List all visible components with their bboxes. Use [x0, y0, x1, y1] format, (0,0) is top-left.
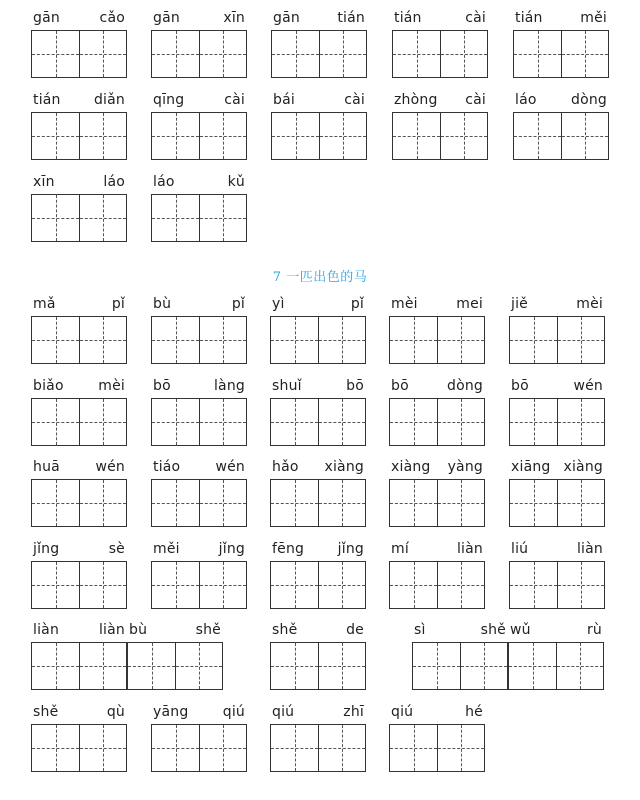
tianzige-cell[interactable]	[152, 562, 199, 608]
tianzige-cell[interactable]	[390, 399, 437, 445]
pinyin-syllable: zhī	[343, 704, 364, 720]
word-item	[270, 539, 366, 611]
pinyin-syllable: měi	[153, 541, 180, 557]
word-item	[513, 8, 609, 80]
tianzige-cell[interactable]	[271, 480, 318, 526]
pinyin-syllable: wén	[573, 378, 603, 394]
pinyin-syllable: jǐng	[218, 541, 245, 557]
tianzige-cell[interactable]	[510, 317, 557, 363]
tianzige-cell[interactable]	[319, 31, 366, 77]
tianzige-cell[interactable]	[318, 317, 365, 363]
pinyin-syllable: bō	[346, 378, 364, 394]
word-item	[151, 90, 247, 162]
pinyin-syllable: xiàng	[563, 459, 603, 475]
writing-grid[interactable]	[31, 561, 127, 609]
tianzige-cell[interactable]	[32, 725, 79, 771]
tianzige-cell[interactable]	[79, 725, 126, 771]
word-item	[389, 539, 485, 611]
word-item	[151, 294, 247, 366]
pinyin-row	[31, 457, 127, 477]
pinyin-syllable: fēng	[272, 541, 305, 557]
pinyin-syllable: hǎo	[272, 459, 299, 475]
pinyin-syllable: bō	[511, 378, 529, 394]
pinyin-syllable: tián	[394, 10, 422, 26]
pinyin-row	[31, 90, 127, 110]
writing-grid[interactable]	[31, 642, 127, 690]
word-item	[513, 90, 609, 162]
writing-grid[interactable]	[151, 398, 247, 446]
pinyin-syllable: mèi	[576, 296, 603, 312]
tianzige-cell[interactable]	[32, 399, 79, 445]
pinyin-syllable: cài	[344, 92, 365, 108]
tianzige-cell[interactable]	[152, 195, 199, 241]
writing-grid[interactable]	[271, 112, 367, 160]
pinyin-syllable: xīn	[223, 10, 245, 26]
tianzige-cell[interactable]	[271, 562, 318, 608]
tianzige-cell[interactable]	[272, 113, 319, 159]
pinyin-syllable: bái	[273, 92, 295, 108]
pinyin-syllable: huā	[33, 459, 60, 475]
pinyin-syllable: láo	[515, 92, 537, 108]
pinyin-row	[151, 457, 247, 477]
word-item	[31, 539, 127, 611]
writing-grid[interactable]	[270, 398, 366, 446]
word-item	[151, 376, 247, 448]
writing-grid[interactable]	[31, 316, 127, 364]
pinyin-row	[31, 294, 127, 314]
pinyin-row	[151, 8, 247, 28]
tianzige-cell[interactable]	[318, 643, 365, 689]
writing-grid[interactable]	[151, 112, 247, 160]
pinyin-syllable: xīn	[33, 174, 55, 190]
writing-grid[interactable]	[31, 112, 127, 160]
tianzige-cell[interactable]	[32, 562, 79, 608]
pinyin-syllable: wǔ	[510, 622, 531, 638]
pinyin-syllable: liàn	[576, 541, 603, 557]
word-item	[389, 294, 485, 366]
word-item	[509, 376, 605, 448]
pinyin-row	[509, 376, 605, 396]
tianzige-cell[interactable]	[152, 399, 199, 445]
tianzige-cell[interactable]	[318, 480, 365, 526]
word-item	[31, 702, 127, 774]
writing-grid[interactable]	[271, 30, 367, 78]
word-item	[509, 539, 605, 611]
tianzige-cell[interactable]	[32, 480, 79, 526]
pinyin-syllable: de	[346, 622, 364, 638]
tianzige-cell[interactable]	[440, 31, 487, 77]
pinyin-syllable: jiě	[511, 296, 528, 312]
pinyin-syllable: diǎn	[93, 92, 125, 108]
word-item	[270, 376, 366, 448]
pinyin-syllable: liàn	[98, 622, 125, 638]
writing-grid[interactable]	[509, 398, 605, 446]
pinyin-syllable: bù	[153, 296, 172, 312]
pinyin-row	[271, 90, 367, 110]
word-item	[151, 172, 247, 244]
tianzige-cell[interactable]	[79, 317, 126, 363]
word-item	[270, 457, 366, 529]
pinyin-row	[392, 90, 488, 110]
pinyin-syllable: jǐng	[337, 541, 364, 557]
writing-grid[interactable]	[31, 194, 127, 242]
pinyin-syllable: qīng	[153, 92, 185, 108]
tianzige-cell[interactable]	[437, 725, 484, 771]
word-item	[151, 702, 247, 774]
word-item	[270, 620, 366, 692]
writing-grid[interactable]	[31, 724, 127, 772]
tianzige-cell[interactable]	[199, 195, 246, 241]
tianzige-cell[interactable]	[199, 562, 246, 608]
tianzige-cell[interactable]	[79, 31, 126, 77]
writing-grid[interactable]	[270, 642, 366, 690]
pinyin-row	[389, 702, 485, 722]
pinyin-syllable: sè	[108, 541, 125, 557]
word-item	[31, 620, 223, 692]
pinyin-syllable: shě	[33, 704, 59, 720]
pinyin-row	[31, 8, 127, 28]
tianzige-cell[interactable]	[79, 480, 126, 526]
tianzige-cell[interactable]	[152, 725, 199, 771]
pinyin-syllable: tián	[515, 10, 543, 26]
pinyin-syllable: xiàng	[324, 459, 364, 475]
tianzige-cell[interactable]	[393, 113, 440, 159]
pinyin-row	[270, 620, 366, 640]
writing-grid[interactable]	[389, 316, 485, 364]
writing-grid[interactable]	[389, 479, 485, 527]
writing-grid[interactable]	[508, 642, 604, 690]
tianzige-cell[interactable]	[318, 562, 365, 608]
writing-grid[interactable]	[270, 479, 366, 527]
pinyin-row	[270, 539, 366, 559]
pinyin-row	[31, 620, 223, 640]
pinyin-syllable: cài	[465, 92, 486, 108]
pinyin-syllable: shě	[272, 622, 298, 638]
writing-grid[interactable]	[151, 561, 247, 609]
writing-grid[interactable]	[31, 398, 127, 446]
pinyin-row	[513, 90, 609, 110]
tianzige-cell[interactable]	[271, 317, 318, 363]
pinyin-syllable: qiú	[222, 704, 245, 720]
tianzige-cell[interactable]	[271, 399, 318, 445]
pinyin-syllable: shě	[195, 622, 221, 638]
word-item	[31, 294, 127, 366]
tianzige-cell[interactable]	[32, 643, 79, 689]
pinyin-row	[151, 539, 247, 559]
tianzige-cell[interactable]	[390, 480, 437, 526]
pinyin-syllable: jǐng	[33, 541, 60, 557]
word-item	[392, 90, 488, 162]
tianzige-cell[interactable]	[152, 113, 199, 159]
pinyin-syllable: yàng	[447, 459, 483, 475]
pinyin-syllable: tián	[33, 92, 61, 108]
tianzige-cell[interactable]	[32, 195, 79, 241]
pinyin-row	[270, 457, 366, 477]
tianzige-cell[interactable]	[437, 562, 484, 608]
tianzige-cell[interactable]	[318, 399, 365, 445]
writing-grid[interactable]	[389, 724, 485, 772]
tianzige-cell[interactable]	[199, 399, 246, 445]
word-item	[389, 457, 485, 529]
tianzige-cell[interactable]	[510, 480, 557, 526]
writing-grid[interactable]	[389, 561, 485, 609]
tianzige-cell[interactable]	[128, 643, 175, 689]
pinyin-row	[389, 376, 485, 396]
word-item	[151, 539, 247, 611]
tianzige-cell[interactable]	[393, 31, 440, 77]
writing-grid[interactable]	[513, 30, 609, 78]
pinyin-row	[389, 457, 485, 477]
tianzige-cell[interactable]	[79, 562, 126, 608]
pinyin-syllable: dòng	[446, 378, 483, 394]
word-item	[31, 376, 127, 448]
pinyin-row	[270, 702, 366, 722]
word-item	[151, 8, 247, 80]
writing-grid[interactable]	[151, 479, 247, 527]
tianzige-cell[interactable]	[32, 113, 79, 159]
pinyin-syllable: gān	[153, 10, 180, 26]
pinyin-syllable: bù	[129, 622, 148, 638]
word-item	[509, 294, 605, 366]
pinyin-syllable: wén	[95, 459, 125, 475]
pinyin-syllable: mí	[391, 541, 409, 557]
pinyin-row	[31, 539, 127, 559]
pinyin-syllable: yāng	[153, 704, 189, 720]
pinyin-syllable: pǐ	[231, 296, 245, 312]
tianzige-cell[interactable]	[437, 317, 484, 363]
pinyin-row	[31, 376, 127, 396]
tianzige-cell[interactable]	[557, 317, 604, 363]
pinyin-row	[392, 8, 488, 28]
pinyin-syllable: cài	[224, 92, 245, 108]
pinyin-syllable: liú	[511, 541, 529, 557]
tianzige-cell[interactable]	[152, 480, 199, 526]
pinyin-syllable: shě	[480, 622, 506, 638]
pinyin-syllable: bō	[153, 378, 171, 394]
tianzige-cell[interactable]	[514, 113, 561, 159]
pinyin-row	[412, 620, 604, 640]
tianzige-cell[interactable]	[199, 725, 246, 771]
tianzige-cell[interactable]	[514, 31, 561, 77]
pinyin-row	[389, 294, 485, 314]
pinyin-row	[271, 8, 367, 28]
pinyin-row	[509, 294, 605, 314]
pinyin-syllable: liàn	[456, 541, 483, 557]
pinyin-syllable: gān	[33, 10, 60, 26]
writing-grid[interactable]	[392, 112, 488, 160]
pinyin-syllable: yì	[272, 296, 285, 312]
tianzige-cell[interactable]	[510, 399, 557, 445]
pinyin-row	[509, 539, 605, 559]
writing-grid[interactable]	[509, 561, 605, 609]
word-item	[412, 620, 604, 692]
pinyin-syllable: biǎo	[33, 378, 64, 394]
tianzige-cell[interactable]	[199, 480, 246, 526]
tianzige-cell[interactable]	[272, 31, 319, 77]
tianzige-cell[interactable]	[79, 643, 126, 689]
writing-grid[interactable]	[270, 561, 366, 609]
tianzige-cell[interactable]	[390, 317, 437, 363]
word-item	[31, 90, 127, 162]
writing-grid[interactable]	[513, 112, 609, 160]
pinyin-syllable: wén	[215, 459, 245, 475]
tianzige-cell[interactable]	[79, 195, 126, 241]
pinyin-syllable: bō	[391, 378, 409, 394]
pinyin-syllable: qiú	[391, 704, 414, 720]
pinyin-syllable: zhòng	[394, 92, 438, 108]
pinyin-syllable: qù	[106, 704, 125, 720]
pinyin-row	[151, 376, 247, 396]
tianzige-cell[interactable]	[152, 31, 199, 77]
pinyin-row	[151, 90, 247, 110]
word-item	[509, 457, 605, 529]
writing-grid[interactable]	[151, 194, 247, 242]
tianzige-cell[interactable]	[437, 480, 484, 526]
word-item	[270, 702, 366, 774]
tianzige-cell[interactable]	[390, 562, 437, 608]
pinyin-syllable: shuǐ	[272, 378, 302, 394]
pinyin-syllable: xiāng	[511, 459, 551, 475]
tianzige-cell[interactable]	[413, 643, 460, 689]
tianzige-cell[interactable]	[509, 643, 556, 689]
tianzige-cell[interactable]	[510, 562, 557, 608]
pinyin-syllable: tián	[337, 10, 365, 26]
pinyin-syllable: gān	[273, 10, 300, 26]
tianzige-cell[interactable]	[440, 113, 487, 159]
word-item	[271, 8, 367, 80]
tianzige-cell[interactable]	[32, 317, 79, 363]
word-item	[389, 376, 485, 448]
word-item	[31, 457, 127, 529]
pinyin-row	[389, 539, 485, 559]
writing-grid[interactable]	[270, 316, 366, 364]
pinyin-syllable: cài	[465, 10, 486, 26]
pinyin-syllable: mèi	[391, 296, 418, 312]
word-item	[392, 8, 488, 80]
pinyin-syllable: dòng	[570, 92, 607, 108]
writing-grid[interactable]	[392, 30, 488, 78]
writing-grid[interactable]	[151, 724, 247, 772]
tianzige-cell[interactable]	[32, 31, 79, 77]
pinyin-row	[270, 376, 366, 396]
tianzige-cell[interactable]	[79, 399, 126, 445]
pinyin-row	[151, 172, 247, 192]
writing-grid[interactable]	[412, 642, 508, 690]
pinyin-syllable: mei	[456, 296, 483, 312]
pinyin-syllable: rù	[586, 622, 602, 638]
writing-grid[interactable]	[151, 316, 247, 364]
tianzige-cell[interactable]	[271, 725, 318, 771]
tianzige-cell[interactable]	[557, 480, 604, 526]
pinyin-syllable: tiáo	[153, 459, 181, 475]
writing-grid[interactable]	[270, 724, 366, 772]
tianzige-cell[interactable]	[561, 113, 608, 159]
pinyin-syllable: làng	[213, 378, 245, 394]
tianzige-cell[interactable]	[271, 643, 318, 689]
tianzige-cell[interactable]	[557, 562, 604, 608]
word-item	[151, 457, 247, 529]
tianzige-cell[interactable]	[79, 113, 126, 159]
writing-grid[interactable]	[31, 479, 127, 527]
writing-grid[interactable]	[389, 398, 485, 446]
tianzige-cell[interactable]	[390, 725, 437, 771]
pinyin-syllable: xiàng	[391, 459, 431, 475]
pinyin-row	[151, 294, 247, 314]
writing-grid[interactable]	[151, 30, 247, 78]
pinyin-row	[509, 457, 605, 477]
tianzige-cell[interactable]	[460, 643, 507, 689]
tianzige-cell[interactable]	[152, 317, 199, 363]
tianzige-cell[interactable]	[561, 31, 608, 77]
lesson-title: 7 一匹出色的马	[272, 270, 368, 285]
tianzige-cell[interactable]	[199, 317, 246, 363]
writing-grid[interactable]	[509, 479, 605, 527]
pinyin-syllable: sì	[414, 622, 426, 638]
writing-grid[interactable]	[127, 642, 223, 690]
word-item	[31, 172, 127, 244]
pinyin-syllable: hé	[465, 704, 483, 720]
tianzige-cell[interactable]	[557, 399, 604, 445]
pinyin-row	[270, 294, 366, 314]
word-item	[270, 294, 366, 366]
word-item	[389, 702, 485, 774]
pinyin-syllable: liàn	[33, 622, 60, 638]
pinyin-row	[31, 172, 127, 192]
tianzige-cell[interactable]	[319, 113, 366, 159]
tianzige-cell[interactable]	[437, 399, 484, 445]
writing-grid[interactable]	[31, 30, 127, 78]
pinyin-syllable: měi	[580, 10, 607, 26]
pinyin-syllable: mǎ	[33, 296, 56, 312]
pinyin-syllable: láo	[103, 174, 125, 190]
pinyin-row	[513, 8, 609, 28]
pinyin-syllable: cǎo	[99, 10, 125, 26]
word-item	[31, 8, 127, 80]
pinyin-syllable: pǐ	[350, 296, 364, 312]
pinyin-row	[31, 702, 127, 722]
tianzige-cell[interactable]	[318, 725, 365, 771]
tianzige-cell[interactable]	[199, 31, 246, 77]
pinyin-syllable: pǐ	[111, 296, 125, 312]
tianzige-cell[interactable]	[175, 643, 222, 689]
tianzige-cell[interactable]	[199, 113, 246, 159]
pinyin-syllable: kǔ	[227, 174, 245, 190]
pinyin-row	[151, 702, 247, 722]
writing-grid[interactable]	[509, 316, 605, 364]
pinyin-syllable: láo	[153, 174, 175, 190]
word-item	[271, 90, 367, 162]
pinyin-syllable: qiú	[272, 704, 295, 720]
tianzige-cell[interactable]	[556, 643, 603, 689]
pinyin-syllable: mèi	[98, 378, 125, 394]
